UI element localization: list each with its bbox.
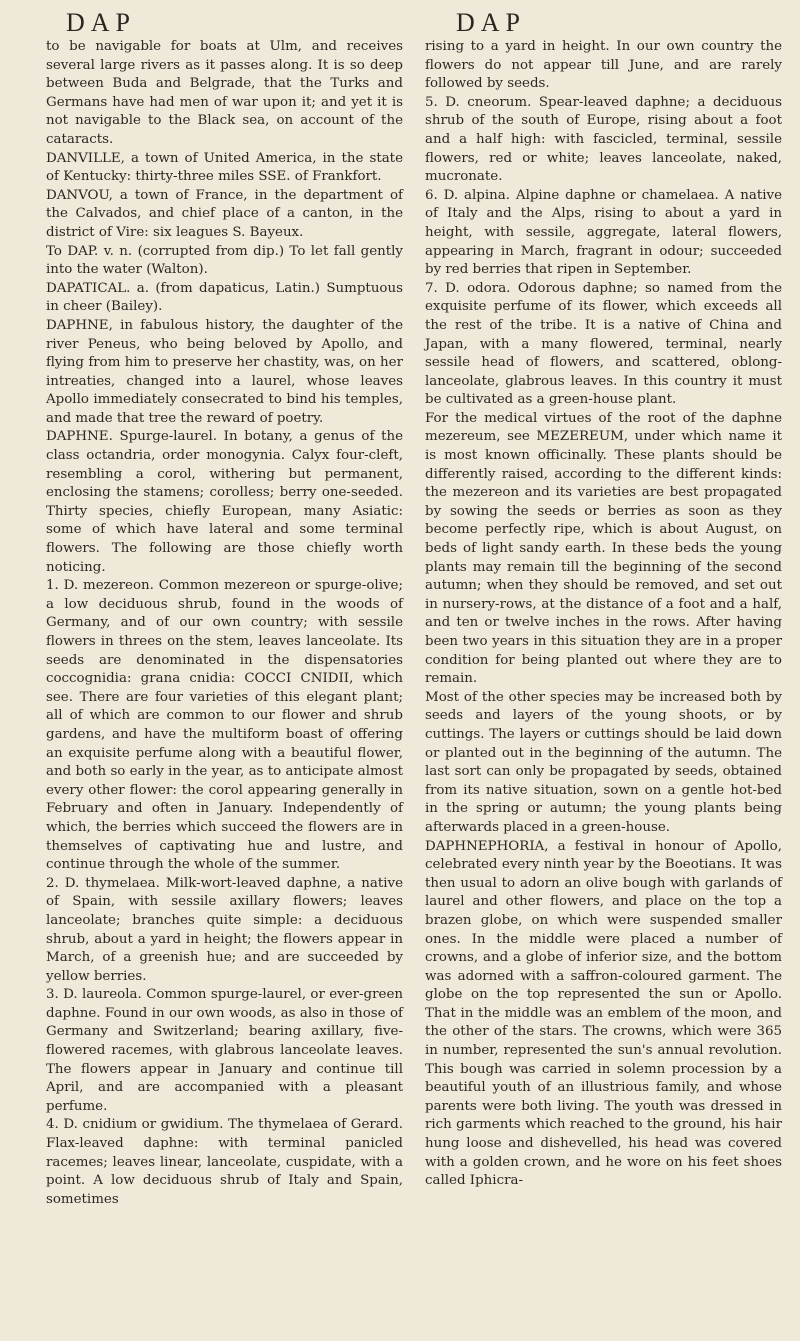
species-thymelaea: 2. D. thymelaea. Milk-wort-leaved daphne, a native of Spain, with sessile axillary flowers; leaves lanceolate; branches quite simple: a deciduous shrub, about a yard in height; the flowers appear in March, of a greenish hue; and are succeeded by yellow berries. (46, 875, 403, 984)
entry-daphne-botany: DAPHNE. Spurge-laurel. In botany, a genus of the class octandria, order monogynia. Calyx four-cleft, resembling a corol, withering but permanent, enclosing the stamens; corolless; berry one-seeded. Thirty species, chiefly European, many Asiatic: some of which have lateral and some terminal flowers. The following are those chiefly worth noticing. (46, 429, 403, 575)
species-cnidium: 4. D. cnidium or gwidium. The thymelaea of Gerard. Flax-leaved daphne: with terminal panicled racemes; leaves linear, lanceolate, cuspidate, with a point. A low deciduous shrub of Italy and Spain, sometimes (46, 1117, 403, 1207)
entry-to-dap: To DAP. v. n. (corrupted from dip.) To let fall gently into the water (Walton). (46, 243, 403, 278)
species-odora: 7. D. odora. Odorous daphne; so named from the exquisite perfume of its flower, which exceeds all the rest of the tribe. It is a native of China and Japan, with a many flowered, terminal, nearly sessile head of flowers, and scattered, oblong-lanceolate, glabrous leaves. In this country it must be cultivated as a green-house plant. (425, 280, 782, 408)
species-alpina: 6. D. alpina. Alpine daphne or chamelaea. A native of Italy and the Alps, rising to about a yard in height, with sessile, aggregate, lateral flowers, appearing in March, fragrant in odour; succeeded by red berries that ripen in September. (425, 187, 782, 278)
text-columns (46, 38, 782, 1209)
species-laureola: 3. D. laureola. Common spurge-laurel, or ever-green daphne. Found in our own woods, as also in those of Germany and Switzerland; bearing axillary, five-flowered racemes, with glabrous lanceolate leaves. The flowers appear in January and continue till April, and are accompanied with a pleasant perfume. (46, 987, 403, 1114)
entry-daphnephoria: DAPHNEPHORIA, a festival in honour of Apollo, celebrated every ninth year by the Boeotians. It was then usual to adorn an olive bough with garlands of laurel and other flowers, and place on the top a brazen globe, on which were suspended smaller ones. In the middle were placed a number of crowns, and a globe of inferior size, and the bottom was adorned with a saffron-coloured garment. The globe on the top represented the sun or Apollo. That in the middle was an emblem of the moon, and the other of the stars. The crowns, which were 365 in number, represented the sun's annual revolution. This bough was carried in solemn procession by a beautiful youth of an illustrious family, and whose parents were both living. The youth was dressed in rich garments which reached to the ground, his hair hung loose and dishevelled, his head was covered with a golden crown, and he wore on his feet shoes called Iphicra- (425, 838, 782, 1189)
entry-danville: DANVILLE, a town of United America, in the state of Kentucky: thirty-three miles SSE. of Frankfort. (46, 150, 403, 185)
species-cneorum: 5. D. cneorum. Spear-leaved daphne; a deciduous shrub of the south of Europe, rising about a foot and a half high: with fascicled, terminal, sessile flowers, red or white; leaves lanceolate, naked, mucronate. (425, 94, 782, 185)
running-head-left: DAP (66, 8, 137, 37)
paragraph: to be navigable for boats at Ulm, and receives several large rivers as it passes along. It is so deep between Buda and Belgrade, that the Turks and Germans have had men of war upon it; and yet it is not navigable to the Black sea, on account of the cataracts. (46, 39, 403, 147)
running-head-right: DAP (456, 8, 527, 37)
species-mezereon: 1. D. mezereon. Common mezereon or spurge-olive; a low deciduous shrub, found in the woods of Germany, and of our own country; with sessile flowers in threes on the stem, leaves lanceolate. Its seeds are denominated in the dispensatories coccognidia: grana cnidia: COCCI CNIDII, which see. There are four varieties of this elegant plant; all of which are common to our flower and shrub gardens, and have the multiform boast of offering an exquisite perfume along with a beautiful flower, and both so early in the year, as to anticipate almost every other flower: the corol appearing generally in February and often in January. Independently of which, the berries which succeed the flowers are in themselves of captivating hue and lustre, and continue through the whole of the summer. (46, 578, 403, 873)
entry-daphne-myth: DAPHNE, in fabulous history, the daughter of the river Peneus, who being beloved by Apollo, and flying from him to preserve her chastity, was, on her intreaties, changed into a laurel, whose leaves Apollo immediately consecrated to bind his temples, and made that tree the reward of poetry. (46, 317, 403, 426)
left-column (46, 38, 403, 1209)
paragraph: rising to a yard in height. In our own country the flowers do not appear till June, and are rarely followed by seeds. (425, 39, 782, 92)
running-head (46, 6, 782, 38)
entry-danvou: DANVOU, a town of France, in the department of the Calvados, and chief place of a canton, in the district of Vire: six leagues S. Bayeux. (46, 187, 403, 240)
paragraph-propagation: Most of the other species may be increased both by seeds and layers of the young shoots, or by cuttings. The layers or cuttings should be laid down or planted out in the beginning of the autumn. The last sort can only be propagated by seeds, obtained from its native situation, sown on a gentle hot-bed in the spring or autumn; the young plants being afterwards placed in a green-house. (425, 689, 782, 835)
right-column (425, 38, 782, 1209)
paragraph-cultivation: For the medical virtues of the root of the daphne mezereum, see MEZEREUM, under which name it is most known officinally. These plants should be differently raised, according to the different kinds: the mezereon and its varieties are best propagated by sowing the seeds or berries as soon as they become perfectly ripe, which is about August, on beds of light sandy earth. In these beds the young plants may remain till the beginning of the second autumn; when they should be removed, and set out in nursery-rows, at the distance of a foot and a half, and ten or twelve inches in the rows. After having been two years in this situation they are in a proper condition for being planted out where they are to remain. (425, 410, 782, 687)
entry-dapatical: DAPATICAL. a. (from dapaticus, Latin.) Sumptuous in cheer (Bailey). (46, 280, 403, 315)
